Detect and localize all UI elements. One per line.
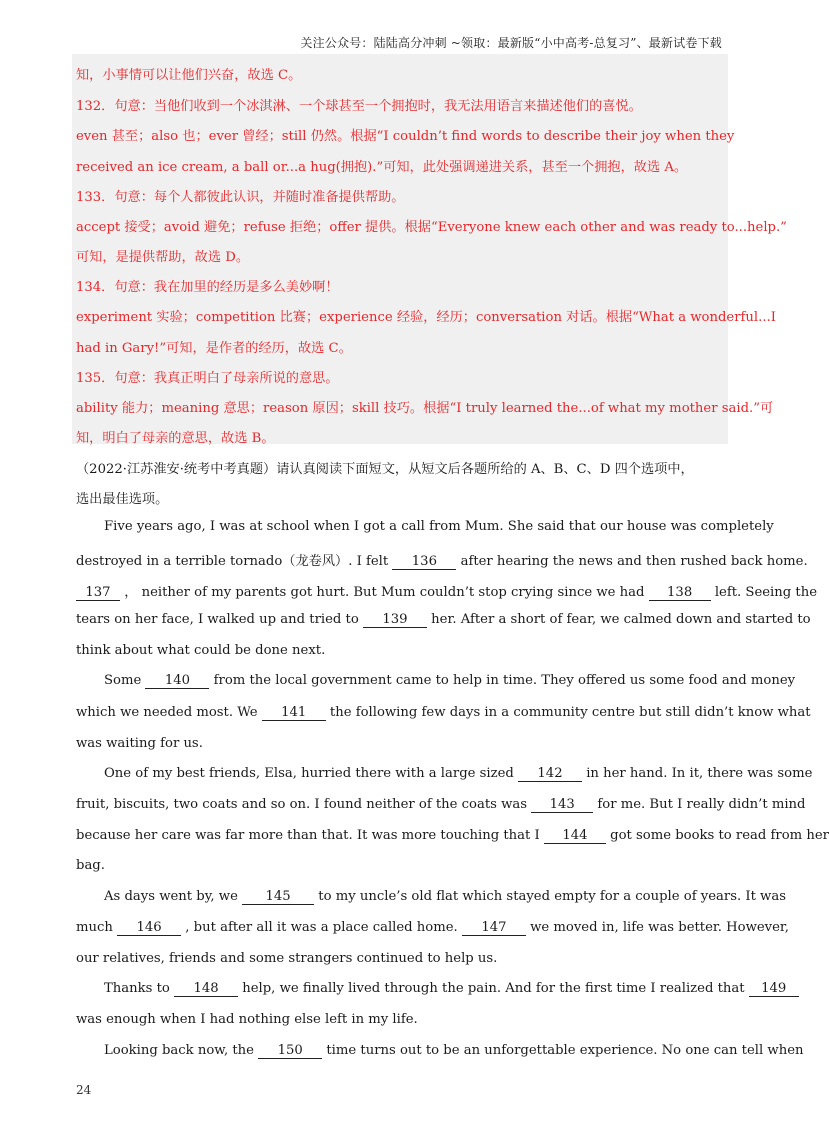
passage-line: fruit, biscuits, two coats and so on. I found neither of the coats was 143 for me. But I really didn’t mind xyxy=(76,797,806,812)
blank-136[interactable]: 136 xyxy=(392,555,456,570)
answer-line-8: 134．句意：我在加里的经历是多么美妙啊！ xyxy=(76,280,339,295)
blank-140[interactable]: 140 xyxy=(145,674,209,689)
answer-line-7: 可知，是提供帮助，故选 D。 xyxy=(76,250,250,265)
passage-line: destroyed in a terrible tornado（龙卷风）. I felt 136 after hearing the news and then rushed back home. xyxy=(76,554,808,569)
blank-141[interactable]: 141 xyxy=(262,706,326,721)
passage-line: was waiting for us. xyxy=(76,736,203,751)
blank-147[interactable]: 147 xyxy=(462,921,526,936)
answer-line-2: 132．句意：当他们收到一个冰淇淋、一个球甚至一个拥抱时，我无法用语言来描述他们的喜悦。 xyxy=(76,99,642,114)
question-intro-line-2: 选出最佳选项。 xyxy=(76,492,169,507)
blank-150[interactable]: 150 xyxy=(258,1044,322,1059)
passage-line: One of my best friends, Elsa, hurried there with a large sized 142 in her hand. In it, there was some xyxy=(104,766,813,781)
answer-line-11: 135．句意：我真正明白了母亲所说的意思。 xyxy=(76,371,339,386)
passage-line: our relatives, friends and some strangers continued to help us. xyxy=(76,951,498,966)
passage-line: because her care was far more than that. It was more touching that I 144 got some books to read from her xyxy=(76,828,829,843)
passage-line: Five years ago, I was at school when I got a call from Mum. She said that our house was completely xyxy=(104,519,774,534)
passage-line: bag. xyxy=(76,858,105,873)
answer-line-9: experiment 实验；competition 比赛；experience 经验，经历；conversation 对话。根据“What a wonderful...I xyxy=(76,310,776,325)
answer-line-10: had in Gary!”可知，是作者的经历，故选 C。 xyxy=(76,341,352,356)
answer-line-4: received an ice cream, a ball or...a hug(拥抱).”可知，此处强调递进关系，甚至一个拥抱，故选 A。 xyxy=(76,160,688,175)
blank-146[interactable]: 146 xyxy=(117,921,181,936)
passage-line: was enough when I had nothing else left in my life. xyxy=(76,1012,418,1027)
answer-line-5: 133．句意：每个人都彼此认识，并随时准备提供帮助。 xyxy=(76,190,405,205)
passage-line: think about what could be done next. xyxy=(76,643,326,658)
question-intro-line-1: （2022·江苏淮安·统考中考真题）请认真阅读下面短文，从短文后各题所给的 A、B、C、D 四个选项中， xyxy=(76,462,694,477)
answer-line-6: accept 接受；avoid 避免；refuse 拒绝；offer 提供。根据“Everyone knew each other and was ready to...help.” xyxy=(76,220,787,235)
passage-line: tears on her face, I walked up and tried to 139 her. After a short of fear, we calmed down and started to xyxy=(76,612,811,627)
blank-142[interactable]: 142 xyxy=(518,767,582,782)
page-number: 24 xyxy=(76,1083,92,1097)
passage-line: 137 ， neither of my parents got hurt. But Mum couldn’t stop crying since we had 138 left. Seeing the xyxy=(76,581,817,601)
blank-138[interactable]: 138 xyxy=(649,586,711,601)
answer-line-1: 知，小事情可以让他们兴奋，故选 C。 xyxy=(76,68,302,83)
blank-148[interactable]: 148 xyxy=(174,982,238,997)
blank-144[interactable]: 144 xyxy=(544,829,606,844)
passage-line: which we needed most. We 141 the following few days in a community centre but still didn’t know what xyxy=(76,705,811,720)
answer-line-13: 知，明白了母亲的意思，故选 B。 xyxy=(76,431,275,446)
passage-line: Some 140 from the local government came to help in time. They offered us some food and money xyxy=(104,673,796,688)
passage-line: Thanks to 148 help, we finally lived through the pain. And for the first time I realized that 149 xyxy=(104,981,799,997)
blank-145[interactable]: 145 xyxy=(242,890,314,905)
blank-137[interactable]: 137 xyxy=(76,586,120,601)
passage-line: As days went by, we 145 to my uncle’s old flat which stayed empty for a couple of years. It was xyxy=(104,889,786,904)
passage-line: Looking back now, the 150 time turns out to be an unforgettable experience. No one can tell when xyxy=(104,1043,804,1058)
blank-143[interactable]: 143 xyxy=(531,798,593,813)
passage-line: much 146 , but after all it was a place called home. 147 we moved in, life was better. However, xyxy=(76,920,789,935)
blank-139[interactable]: 139 xyxy=(363,613,427,628)
answer-line-3: even 甚至；also 也；ever 曾经；still 仍然。根据“I couldn’t find words to describe their joy when they xyxy=(76,129,735,144)
answer-line-12: ability 能力；meaning 意思；reason 原因；skill 技巧。根据“I truly learned the...of what my mother said.”可 xyxy=(76,401,774,416)
blank-149[interactable]: 149 xyxy=(749,982,799,997)
page-header: 关注公众号：陆陆高分冲刺 ~领取：最新版“小中高考-总复习”、最新试卷下载 xyxy=(300,36,722,50)
